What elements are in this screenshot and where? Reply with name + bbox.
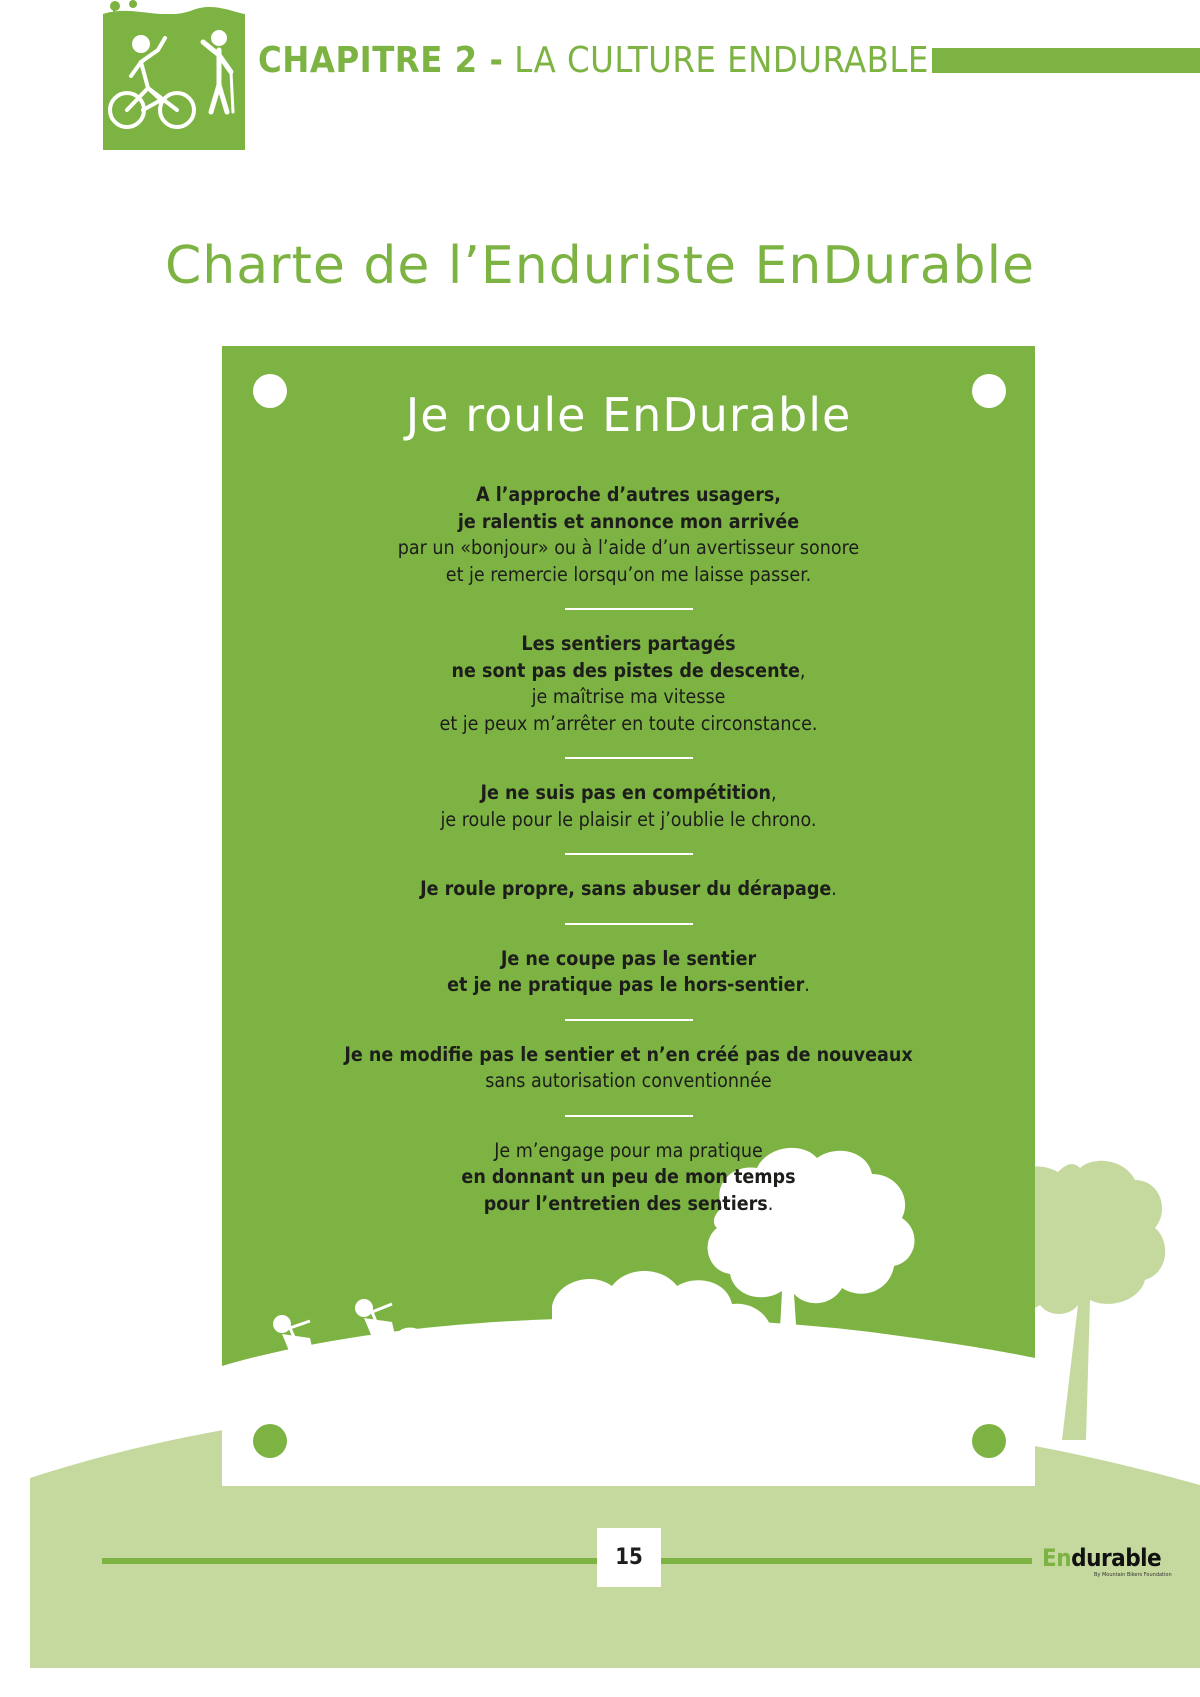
rule-text: je maîtrise ma vitesse: [531, 685, 726, 708]
rule-line: [222, 562, 1035, 589]
rule-text: en donnant un peu de mon temps: [461, 1165, 796, 1188]
rule-line: [222, 876, 1035, 903]
rule-line: [222, 1191, 1035, 1218]
rule-line: [222, 972, 1035, 999]
rule-text: .: [804, 973, 810, 996]
rule-line: [222, 780, 1035, 807]
rule-line: [222, 807, 1035, 834]
rule-line: [222, 1138, 1035, 1165]
rule-text: .: [831, 877, 837, 900]
rule-text: ,: [770, 781, 777, 804]
footer-line: [102, 1558, 1032, 1564]
rule-text: et je peux m’arrêter en toute circonstance.: [439, 711, 818, 735]
charter-rule: [222, 876, 1035, 903]
brand-tagline: By Mountain Bikers Foundation: [1094, 1572, 1172, 1578]
rule-line: [222, 711, 1035, 738]
rule-line: [222, 631, 1035, 658]
chapter-name: LA CULTURE ENDURABLE: [514, 40, 929, 81]
rule-text: Je m’engage pour ma pratique: [494, 1138, 763, 1162]
page-title: Charte de l’Enduriste EnDurable: [164, 236, 1036, 296]
endurable-logo: [1042, 1544, 1172, 1584]
rule-text: ne sont pas des pistes de descente: [451, 658, 800, 682]
charter-poster: [222, 346, 1035, 1486]
charter-rule: [222, 482, 1035, 588]
rule-separator: [565, 853, 693, 855]
rule-text: je ralentis et annonce mon arrivée: [457, 509, 800, 533]
rule-line: [222, 1068, 1035, 1095]
page-number: 15: [597, 1528, 661, 1587]
rule-text: Je ne suis pas en compétition: [480, 781, 771, 804]
corner-dot: [253, 1424, 287, 1458]
rule-text: je roule pour le plaisir et j’oublie le chrono.: [440, 807, 817, 831]
rule-line: [222, 509, 1035, 536]
rule-text: pour l’entretien des sentiers: [483, 1191, 768, 1215]
rule-line: [222, 684, 1035, 711]
rule-separator: [565, 608, 693, 610]
rule-text: par un «bonjour» ou à l’aide d’un avertisseur sonore: [397, 536, 860, 559]
chapter-title: [258, 40, 929, 81]
charter-rule: [222, 631, 1035, 737]
charter-rule: [222, 1042, 1035, 1095]
rule-line: [222, 1164, 1035, 1191]
poster-title: Je roule EnDurable: [405, 388, 852, 442]
rule-text: ,: [799, 658, 806, 682]
chapter-number: CHAPITRE 2 -: [258, 40, 504, 81]
header-accent-bar: [932, 48, 1200, 73]
rule-text: et je remercie lorsqu’on me laisse passer.: [445, 562, 812, 586]
rule-separator: [565, 757, 693, 759]
rule-text: Je ne coupe pas le sentier: [500, 946, 757, 970]
rule-text: Je ne modifie pas le sentier et n’en créé pas de nouveaux: [344, 1042, 913, 1066]
rule-text: Je roule propre, sans abuser du dérapage: [420, 877, 832, 900]
poster-hill: [222, 1318, 1035, 1486]
charter-rule: [222, 1138, 1035, 1218]
rule-text: sans autorisation conventionnée: [485, 1069, 772, 1092]
rule-separator: [565, 1115, 693, 1117]
rule-line: [222, 482, 1035, 509]
charter-rules: [222, 482, 1035, 1217]
rule-line: [222, 1042, 1035, 1069]
rule-line: [222, 535, 1035, 562]
charter-rule: [222, 780, 1035, 833]
corner-dot: [972, 1424, 1006, 1458]
rule-text: .: [767, 1191, 774, 1215]
chapter-emblem-icon: [103, 0, 245, 150]
rule-separator: [565, 1019, 693, 1021]
rule-text: A l’approche d’autres usagers,: [476, 483, 781, 506]
charter-rule: [222, 946, 1035, 999]
rule-text: et je ne pratique pas le hors-sentier: [447, 973, 805, 996]
brand-name-prefix: En: [1042, 1544, 1072, 1572]
rule-line: [222, 946, 1035, 973]
brand-name: [1042, 1544, 1161, 1572]
rule-line: [222, 658, 1035, 685]
rule-separator: [565, 923, 693, 925]
rule-text: Les sentiers partagés: [521, 632, 736, 655]
brand-name-suffix: durable: [1071, 1544, 1162, 1572]
